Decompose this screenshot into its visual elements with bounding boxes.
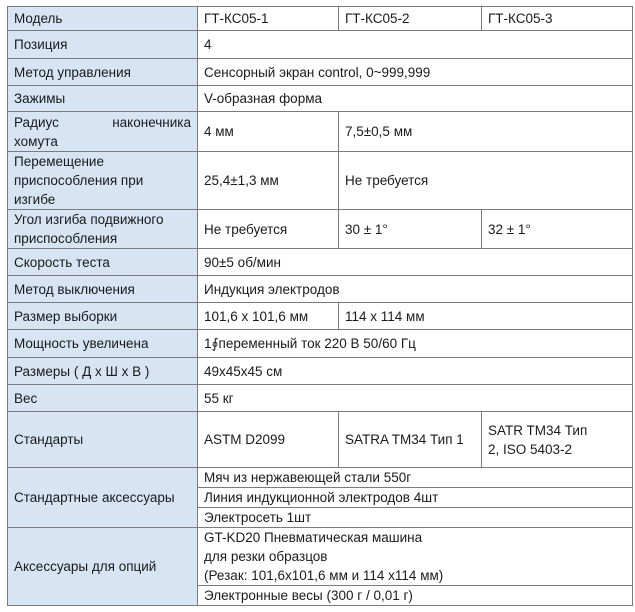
displacement-label-line-2: приспособления при: [14, 173, 144, 188]
specifications-table: [7, 6, 633, 606]
standards-value-3-line-1: SATR TM34 Тип: [488, 422, 588, 438]
control-value: Сенсорный экран control, 0~999,999: [198, 59, 633, 86]
std-accessories-label: Стандартные аксессуары: [8, 468, 198, 528]
displacement-label: [8, 152, 198, 210]
model-value-2: ГТ-КС05-2: [339, 7, 482, 31]
weight-value: 55 кг: [198, 385, 633, 412]
tip-radius-label-line-1: Радиус наконечника: [14, 114, 191, 130]
shutoff-value: Индукция электродов: [198, 276, 633, 303]
sample-size-value-1: 101,6 x 101,6 мм: [198, 303, 339, 330]
displacement-label-line-1: Перемещение: [14, 154, 104, 169]
row-speed: [8, 249, 633, 276]
displacement-value-1: 25,4±1,3 мм: [198, 152, 339, 210]
displacement-value-2: Не требуется: [339, 152, 633, 210]
model-value-3: ГТ-КС05-3: [482, 7, 633, 31]
tip-radius-label-line-2: хомута: [14, 133, 58, 149]
model-value-1: ГТ-КС05-1: [198, 7, 339, 31]
standards-value-1: ASTM D2099: [198, 412, 339, 468]
standards-value-2: SATRA TM34 Тип 1: [339, 412, 482, 468]
speed-label: Скорость теста: [8, 249, 198, 276]
dimensions-value: 49x45x45 см: [198, 358, 633, 385]
opt-accessories-label: Аксессуары для опций: [8, 528, 198, 606]
bend-angle-label-line-1: Угол изгиба подвижного: [14, 212, 164, 227]
row-position: [8, 31, 633, 59]
row-bend-angle: [8, 210, 633, 249]
position-label: Позиция: [8, 31, 198, 59]
tip-radius-value-1: 4 мм: [198, 112, 339, 152]
row-weight: [8, 385, 633, 412]
row-model: [8, 7, 633, 31]
std-accessory-item-3: Электросеть 1шт: [198, 508, 633, 528]
opt-accessory-item-2: Электронные весы (300 г / 0,01 г): [198, 586, 633, 606]
row-dimensions: [8, 358, 633, 385]
sample-size-value-2: 114 x 114 мм: [339, 303, 633, 330]
sample-size-label: Размер выборки: [8, 303, 198, 330]
displacement-label-line-3: изгибе: [14, 192, 56, 207]
shutoff-label: Метод выключения: [8, 276, 198, 303]
standards-label: Стандарты: [8, 412, 198, 468]
model-label: Модель: [8, 7, 198, 31]
std-accessory-item-2: Линия индукционной электродов 4шт: [198, 488, 633, 508]
row-sample-size: [8, 303, 633, 330]
weight-label: Вес: [8, 385, 198, 412]
clamps-value: V-образная форма: [198, 86, 633, 112]
row-displacement: [8, 152, 633, 210]
std-accessory-item-1: Мяч из нержавеющей стали 550г: [198, 468, 633, 488]
position-value: 4: [198, 31, 633, 59]
row-power: [8, 330, 633, 358]
bend-angle-label: [8, 210, 198, 249]
tip-radius-value-2: 7,5±0,5 мм: [339, 112, 633, 152]
row-tip-radius: [8, 112, 633, 152]
power-label: Мощность увеличена: [8, 330, 198, 358]
row-clamps: [8, 86, 633, 112]
speed-value: 90±5 об/мин: [198, 249, 633, 276]
power-value: 1∮переменный ток 220 В 50/60 Гц: [198, 330, 633, 358]
bend-angle-label-line-2: приспособления: [14, 231, 118, 246]
row-opt-accessories-1: [8, 528, 633, 586]
tip-radius-label: [8, 112, 198, 152]
opt-accessory-item-1-line-1: GT-KD20 Пневматическая машина: [204, 530, 423, 545]
opt-accessory-item-1: [198, 528, 633, 586]
row-control: [8, 59, 633, 86]
bend-angle-value-2: 30 ± 1°: [339, 210, 482, 249]
standards-value-3: [482, 412, 633, 468]
opt-accessory-item-1-line-2: для резки образцов: [204, 549, 328, 564]
standards-value-3-line-2: 2, ISO 5403-2: [488, 441, 573, 457]
bend-angle-value-1: Не требуется: [198, 210, 339, 249]
row-std-accessories-1: [8, 468, 633, 488]
control-label: Метод управления: [8, 59, 198, 86]
bend-angle-value-3: 32 ± 1°: [482, 210, 633, 249]
opt-accessory-item-1-line-3: (Резак: 101,6x101,6 мм и 114 x114 мм): [204, 568, 444, 583]
dimensions-label: Размеры ( Д x Ш x В ): [8, 358, 198, 385]
clamps-label: Зажимы: [8, 86, 198, 112]
row-standards: [8, 412, 633, 468]
row-shutoff: [8, 276, 633, 303]
